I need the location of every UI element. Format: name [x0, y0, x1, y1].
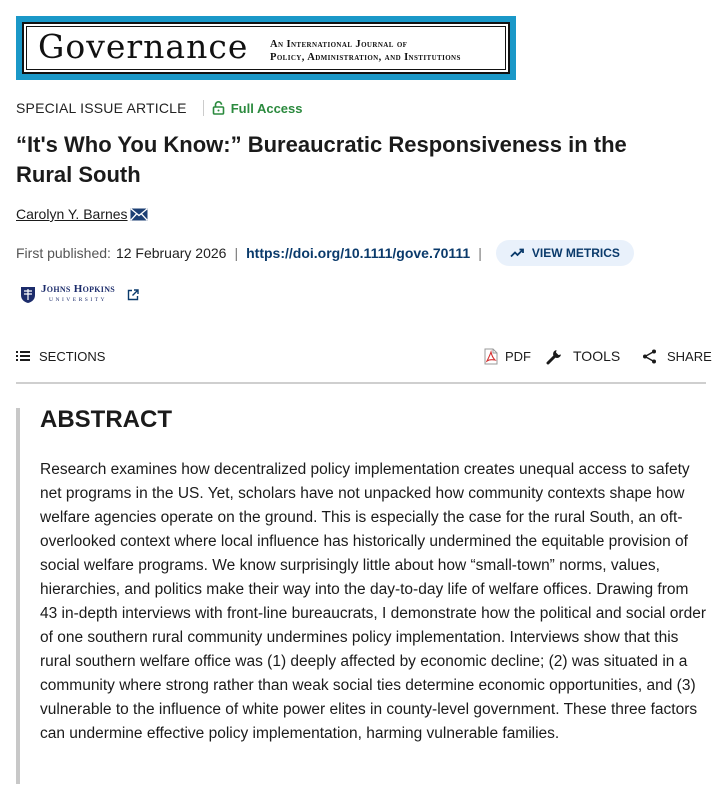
list-icon [16, 350, 30, 362]
doi-link[interactable]: https://doi.org/10.1111/gove.70111 [246, 245, 471, 261]
wrench-icon [546, 347, 564, 365]
view-metrics-label: VIEW METRICS [531, 246, 620, 260]
journal-name: Governance [38, 27, 249, 66]
article-toolbar [16, 342, 712, 370]
journal-subtitle [270, 38, 510, 64]
share-button[interactable] [642, 342, 712, 370]
article-type: SPECIAL ISSUE ARTICLE [16, 100, 187, 116]
article-title: “It's Who You Know:” Bureaucratic Responsiveness in the Rural South [16, 132, 627, 187]
published-label: First published: [16, 245, 111, 261]
lock-open-icon [212, 101, 225, 115]
tools-label: TOOLS [573, 348, 621, 364]
author-row [16, 206, 148, 222]
author-link[interactable]: Carolyn Y. Barnes [16, 206, 128, 222]
external-link-icon[interactable] [127, 289, 139, 301]
share-icon [642, 349, 657, 364]
toolbar-divider [16, 382, 706, 384]
journal-banner[interactable] [16, 16, 516, 80]
access-divider [203, 100, 204, 116]
abstract-heading: ABSTRACT [40, 406, 172, 433]
pdf-label: PDF [505, 348, 531, 364]
trending-up-icon [510, 248, 524, 258]
article-meta-row [16, 100, 303, 116]
tools-button[interactable] [546, 342, 620, 370]
access-label: Full Access [230, 100, 303, 116]
abstract-accent-bar [16, 408, 20, 784]
pdf-file-icon [484, 348, 498, 365]
view-metrics-button[interactable] [496, 240, 634, 266]
journal-subtitle-line2: Policy, Administration, and Institutions [270, 52, 461, 63]
institution-name-line1: Johns Hopkins [41, 283, 116, 295]
separator: | [478, 245, 482, 261]
journal-banner-frame [22, 22, 510, 74]
publication-row [16, 240, 634, 266]
institution-logo[interactable] [20, 284, 139, 305]
separator: | [234, 245, 239, 261]
published-date: 12 February 2026 [115, 245, 227, 261]
journal-subtitle-line1: An International Journal of [270, 39, 408, 50]
pdf-button[interactable] [484, 342, 531, 370]
share-label: SHARE [667, 348, 712, 364]
institution-name [41, 284, 115, 305]
abstract-text: Research examines how decentralized policy implementation creates unequal access to safety net programs in the US. Yet, scholars have not unpacked how community contexts shape how welfare agencies operate on the ground. This is especially the case for the rural South, an oft-overlooked context where local influence has historically undermined the equitable provision of social welfare programs. We know surprisingly little about how “small-town” norms, values, hierarchies, and politics make their way into the day-to-day life of welfare offices. Drawing from 43 in-depth interviews with front-line bureaucrats, I demonstrate how the political and social order of one southern rural community undermines policy implementation. Interviews show that this rural southern welfare office was (1) deeply affected by economic decline; (2) was situated in a community where strong rather than weak social ties determine economic opportunities, and (3) vulnerable to the influence of white power elites in county-level government. These three factors can undermine effective policy implementation, harming vulnerable families. [40, 461, 706, 742]
institution-name-line2: UNIVERSITY [49, 297, 108, 303]
access-badge [203, 100, 303, 116]
jhu-shield-icon [20, 286, 36, 304]
sections-button[interactable] [16, 342, 105, 370]
sections-label: SECTIONS [39, 348, 106, 364]
envelope-icon[interactable] [130, 208, 148, 221]
